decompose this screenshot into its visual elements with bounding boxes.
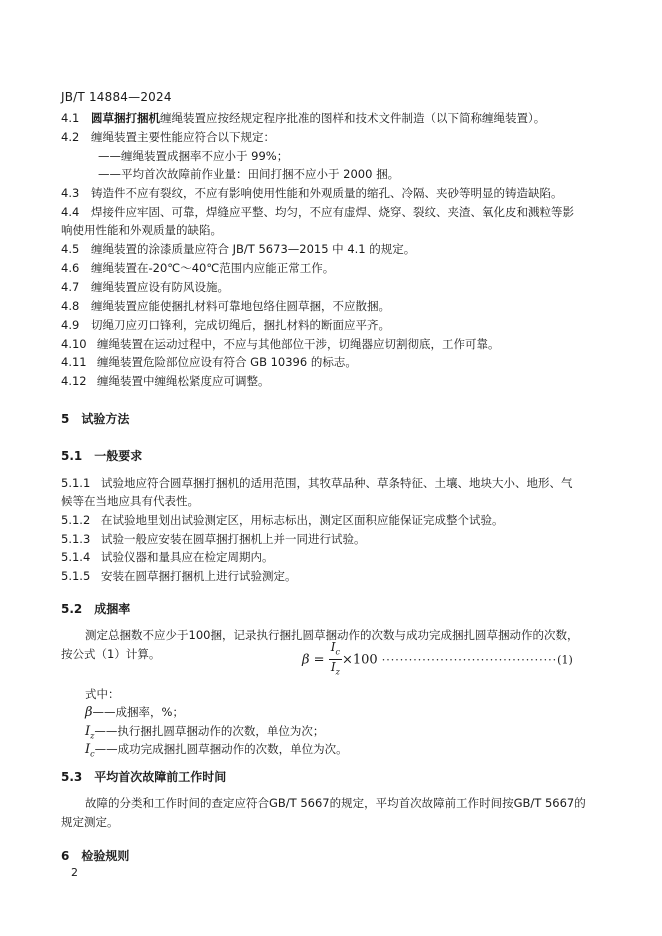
def-symbol: I — [85, 724, 91, 739]
clause-4-3 — [61, 185, 563, 201]
def-symbol: I — [85, 742, 91, 757]
clause-5-1-5 — [61, 568, 297, 584]
clause-text: 在试验地里划出试验测定区，用标志标出，测定区面积应能保证完成整个试验。 — [101, 513, 504, 527]
def-text: ——执行捆扎圆草捆动作的次数，单位为次； — [94, 724, 325, 738]
formula-denominator-sub: z — [335, 667, 340, 677]
def-symbol-sub: c — [90, 749, 95, 759]
clause-4-2-item-2: ——平均首次故障前作业量：田间打捆不应小于 2000 捆。 — [98, 167, 400, 181]
clause-text: 缠绳装置应能使捆扎材料可靠地包络住圆草捆，不应散捆。 — [91, 299, 390, 313]
clause-4-8 — [61, 298, 390, 314]
clause-text: 安装在圆草捆打捆机上进行试验测定。 — [101, 569, 297, 583]
clause-5-1-1-cont: 候等在当地应具有代表性。 — [61, 494, 199, 508]
clause-number: 5.1.1 — [61, 476, 91, 490]
section-5-3-title: 5.3 平均首次故障前工作时间 — [61, 770, 227, 784]
formula-denominator: I — [330, 660, 336, 675]
clause-number: 4.6 — [61, 261, 80, 275]
clause-text: 缠绳装置在-20℃～40℃范围内应能正常工作。 — [91, 261, 335, 275]
clause-text: 缠绳装置中缠绳松紧度应可调整。 — [97, 374, 270, 388]
clause-text: 试验地应符合圆草捆打捆机的适用范围，其牧草品种、草条特征、土壤、地块大小、地形、气 — [101, 476, 573, 490]
clause-text: 切绳刀应刃口锋利，完成切绳后，捆扎材料的断面应平齐。 — [91, 318, 390, 332]
clause-text: 缠绳装置危险部位应设有符合 GB 10396 的标志。 — [97, 355, 357, 369]
clause-4-5 — [61, 241, 415, 257]
formula-where: 式中： — [85, 687, 120, 701]
clause-4-1 — [61, 110, 545, 126]
def-symbol: β — [85, 705, 93, 720]
clause-number: 5.1.2 — [61, 513, 91, 527]
page-header: JB/T 14884—2024 — [61, 90, 172, 104]
section-5-3-paragraph: 故障的分类和工作时间的查定应符合GB/T 5667的规定，平均首次故障前工作时间按GB/T 5667的 — [85, 796, 586, 810]
formula-numerator: I — [330, 640, 336, 654]
page-number: 2 — [71, 866, 78, 879]
section-5-2-paragraph: 测定总捆数不应少于100捆，记录执行捆扎圆草捆动作的次数与成功完成捆扎圆草捆动作的次数， — [85, 628, 579, 642]
formula-def-iz — [85, 723, 324, 740]
clause-5-1-1 — [61, 475, 573, 491]
clause-4-12 — [61, 373, 270, 389]
def-text: ——成捆率，%； — [92, 705, 184, 719]
clause-4-11 — [61, 354, 357, 370]
clause-text: 缠绳装置应设有防风设施。 — [91, 280, 229, 294]
formula-1 — [302, 640, 573, 680]
section-5-2-title: 5.2 成捆率 — [61, 602, 131, 616]
clause-4-4 — [61, 204, 574, 220]
clause-text: 试验仪器和量具应在检定周期内。 — [101, 550, 274, 564]
formula-numerator-sub: c — [335, 647, 340, 657]
clause-4-6 — [61, 260, 334, 276]
section-5-3-paragraph-cont: 规定测定。 — [61, 815, 119, 829]
clause-number: 5.1.4 — [61, 550, 91, 564]
clause-number: 5.1.5 — [61, 569, 91, 583]
formula-lhs: β — [302, 652, 310, 668]
clause-number: 4.12 — [61, 374, 87, 388]
section-6-title: 6 检验规则 — [61, 849, 130, 863]
section-5-2-paragraph-cont: 按公式（1）计算。 — [61, 647, 161, 661]
def-text: ——成功完成捆扎圆草捆动作的次数，单位为次。 — [94, 742, 348, 756]
clause-number: 5.1.3 — [61, 532, 91, 546]
clause-number: 4.11 — [61, 355, 87, 369]
clause-4-2 — [61, 129, 275, 145]
section-5-1-title: 5.1 一般要求 — [61, 449, 143, 463]
clause-5-1-4 — [61, 549, 274, 565]
formula-def-ic — [85, 741, 348, 758]
clause-number: 4.5 — [61, 242, 80, 256]
clause-number: 4.10 — [61, 337, 87, 351]
formula-fraction — [329, 640, 342, 680]
formula-def-beta — [85, 704, 184, 720]
clause-5-1-3 — [61, 531, 366, 547]
clause-number: 4.9 — [61, 318, 80, 332]
clause-bold-term: 圆草捆打捆机 — [91, 111, 160, 125]
clause-text: 缠绳装置的涂漆质量应符合 JB/T 5673—2015 中 4.1 的规定。 — [91, 242, 416, 256]
clause-text: 焊接件应牢固、可靠，焊缝应平整、均匀，不应有虚焊、烧穿、裂纹、夹渣、氧化皮和溅粒等影 — [91, 205, 574, 219]
formula-eq: = — [313, 652, 325, 668]
clause-number: 4.1 — [61, 111, 80, 125]
formula-mult: ×100 — [341, 652, 378, 668]
clause-5-1-2 — [61, 512, 504, 528]
def-symbol-sub: z — [90, 731, 95, 741]
clause-number: 4.3 — [61, 186, 80, 200]
formula-leader-dots: ······································· — [381, 653, 558, 667]
clause-4-7 — [61, 279, 229, 295]
clause-text: 缠绳装置在运动过程中，不应与其他部位干涉，切绳器应切割彻底，工作可靠。 — [97, 337, 500, 351]
clause-4-4-cont: 响使用性能和外观质量的缺陷。 — [61, 223, 222, 237]
clause-number: 4.8 — [61, 299, 80, 313]
section-5-title: 5 试验方法 — [61, 412, 130, 426]
clause-text: 试验一般应安装在圆草捆打捆机上并一同进行试验。 — [101, 532, 366, 546]
clause-number: 4.4 — [61, 205, 80, 219]
clause-4-2-item-1: ——缠绳装置成捆率不应小于 99%； — [98, 149, 289, 163]
clause-4-10 — [61, 336, 500, 352]
clause-number: 4.2 — [61, 130, 80, 144]
clause-text: 缠绳装置应按经规定程序批准的图样和技术文件制造（以下简称缠绳装置）。 — [160, 111, 546, 125]
formula-number: (1) — [557, 653, 573, 667]
clause-text: 缠绳装置主要性能应符合以下规定： — [91, 130, 275, 144]
clause-text: 铸造件不应有裂纹，不应有影响使用性能和外观质量的缩孔、冷隔、夹砂等明显的铸造缺陷。 — [91, 186, 563, 200]
clause-number: 4.7 — [61, 280, 80, 294]
clause-4-9 — [61, 317, 390, 333]
